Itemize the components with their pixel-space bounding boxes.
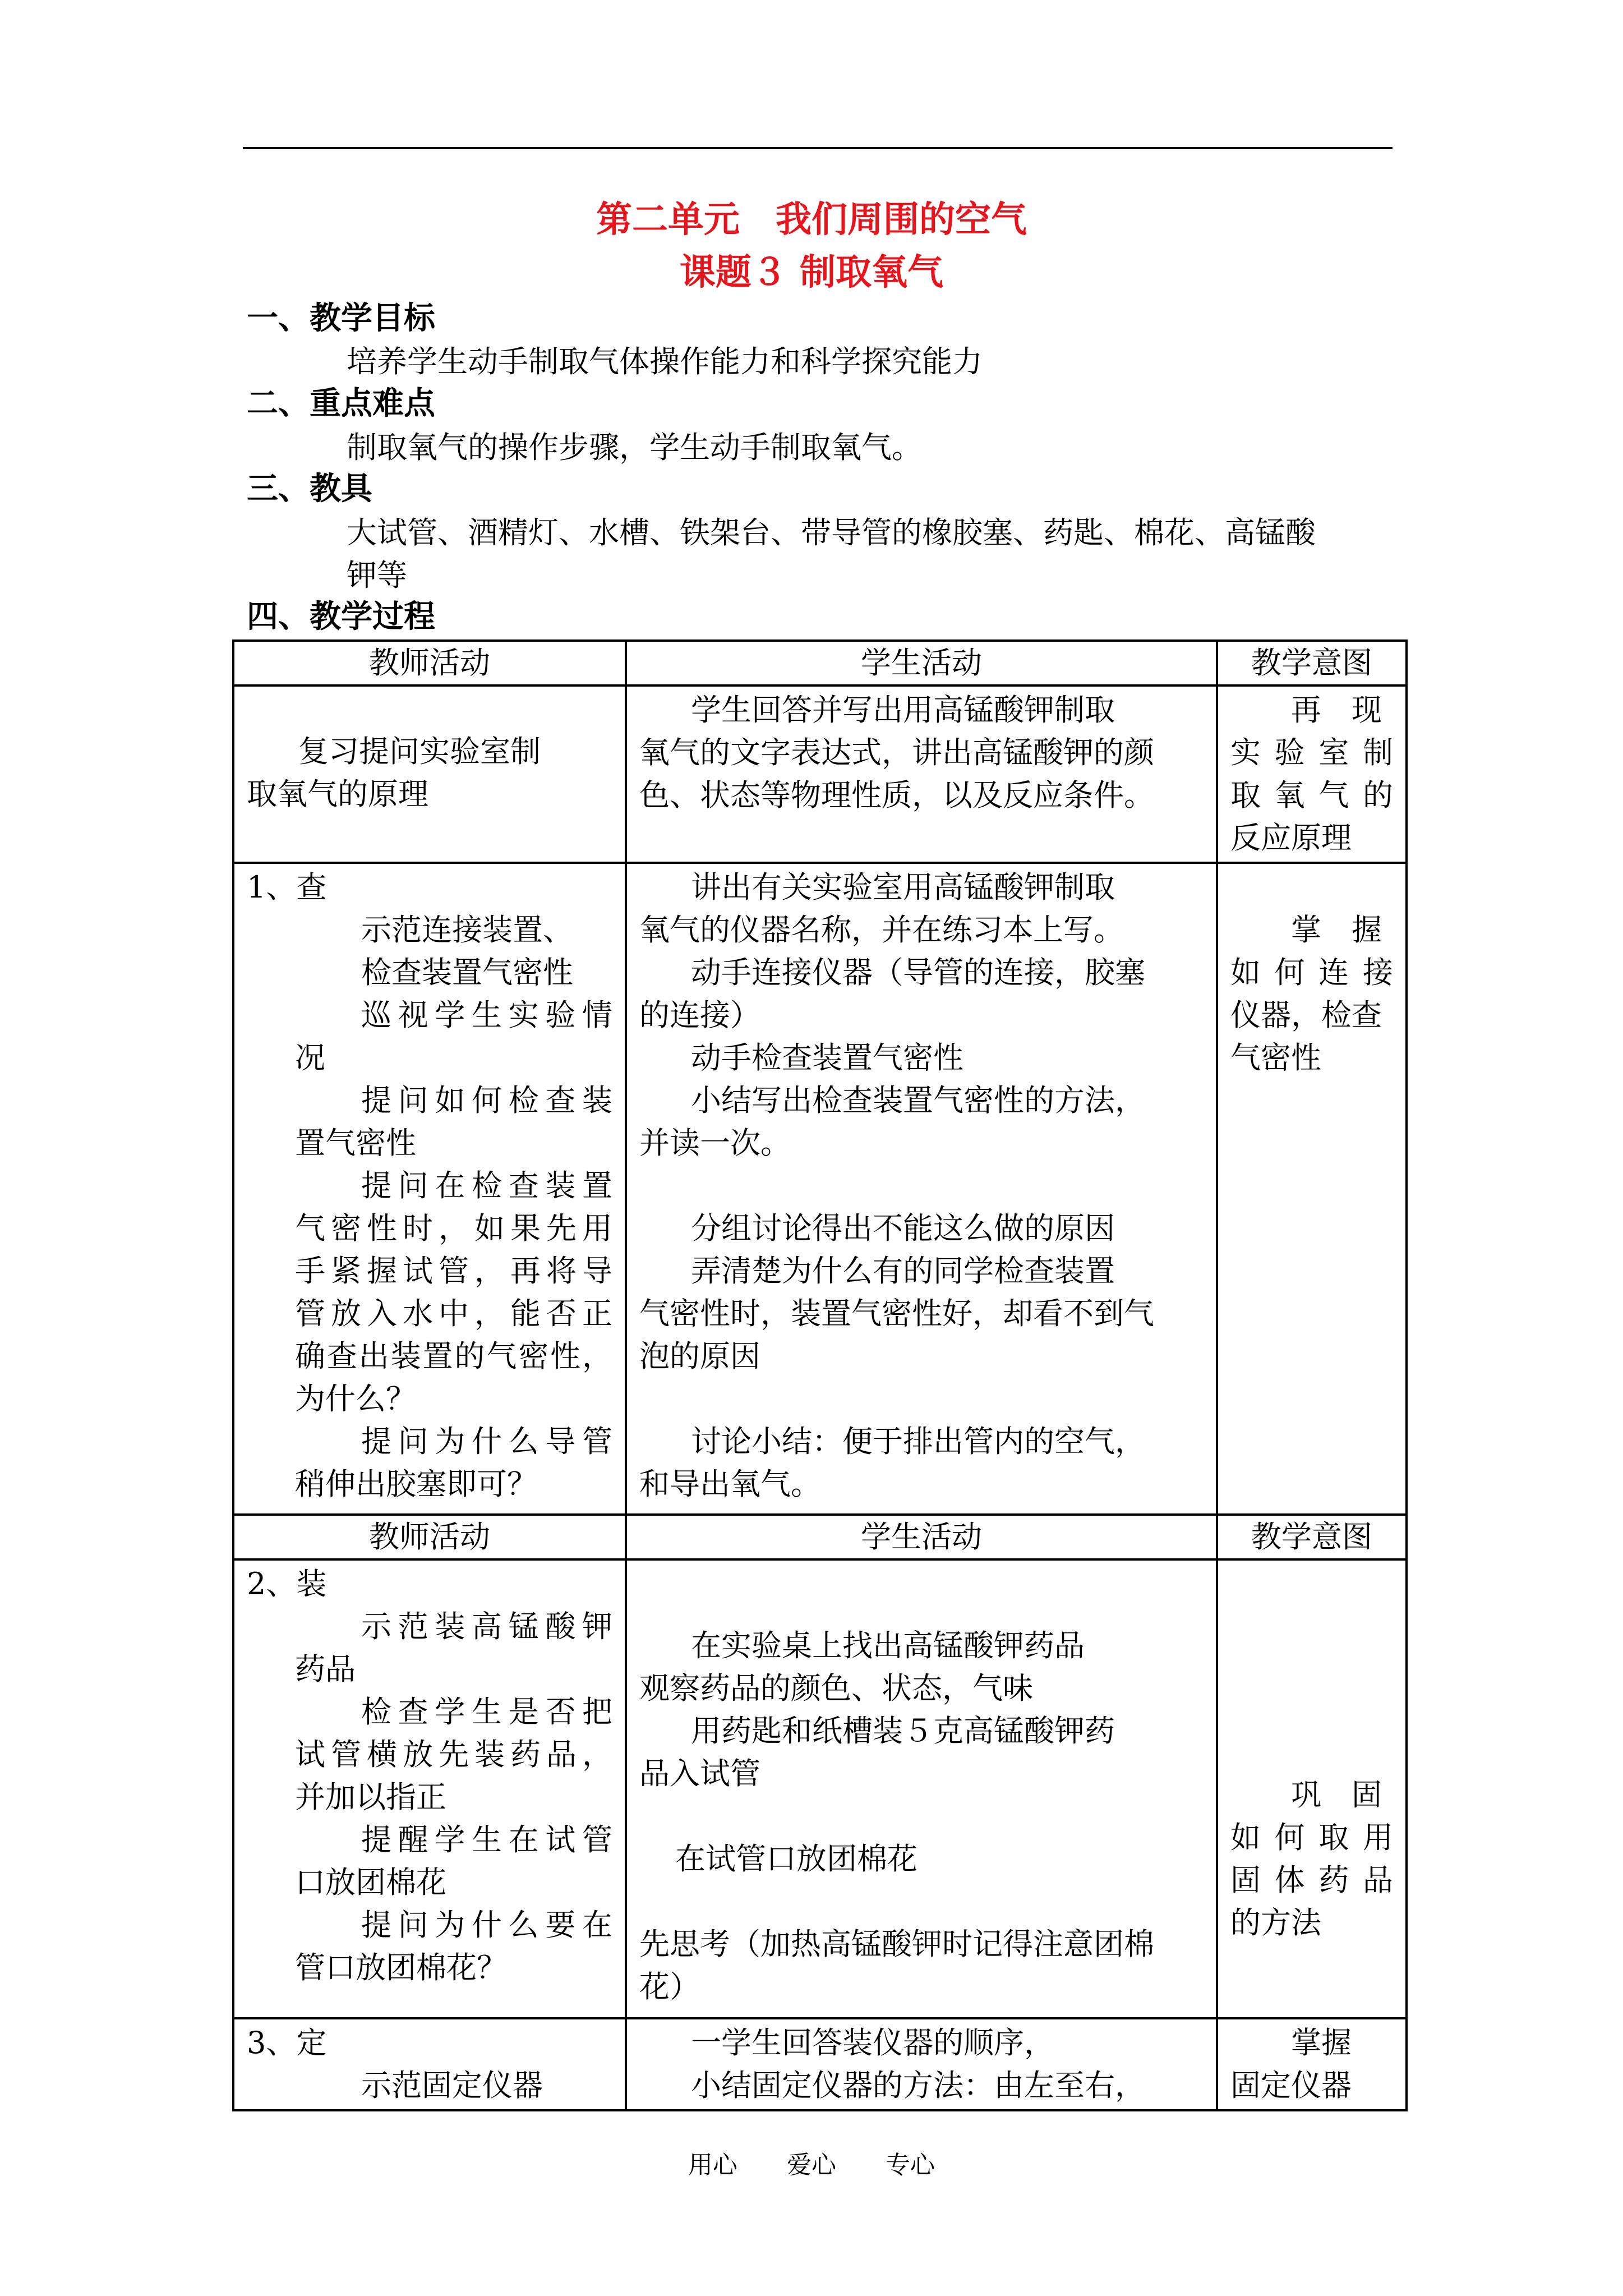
review-teacher-cell: 复习提问实验室制 取氧气的原理 <box>233 685 626 863</box>
header-teacher: 教师活动 <box>233 1515 626 1559</box>
unit-title: 第二单元 我们周围的空气 <box>596 199 1027 241</box>
lesson-title: 课题３ 制取氧气 <box>679 252 944 293</box>
process-heading: 四、教学过程 <box>247 599 435 635</box>
header-intent: 教学意图 <box>1217 641 1407 685</box>
table-row <box>233 2018 1407 2110</box>
load-intent-cell: 巩 固 如何取用 固体药品 的方法 <box>1217 1559 1407 2018</box>
review-intent-cell: 再 现 实验室制 取氧气的 反应原理 <box>1217 685 1407 863</box>
load-student-cell: 在实验桌上找出高锰酸钾药品 观察药品的颜色、状态，气味 用药匙和纸槽装５克高锰酸钾药 品入试管 在试管口放团棉花 先思考（加热高锰酸钾时记得注意团棉 花） <box>626 1559 1217 2018</box>
check-teacher-cell: 1、查 示范连接装置、 检查装置气密性 巡视学生实验情 况 提问如何检查装 置气密性 提问在检查装置 气密性时，如果先用 手紧握试管，再将导 管放入水中，能否正 确查出装置的气密性， 为什么？ 提问为什么导管 稍伸出胶塞即可？ <box>233 863 626 1515</box>
goal-heading: 一、教学目标 <box>247 300 435 337</box>
load-teacher-cell: 2、装 示范装高锰酸钾 药品 检查学生是否把 试管横放先装药品， 并加以指正 提醒学生在试管 口放团棉花 提问为什么要在 管口放团棉花？ <box>233 1559 626 2018</box>
fix-teacher-cell: 3、定 示范固定仪器 <box>233 2018 626 2110</box>
header-rule <box>243 147 1393 149</box>
key-text: 制取氧气的操作步骤，学生动手制取氧气。 <box>347 430 922 465</box>
key-heading: 二、重点难点 <box>247 385 435 422</box>
header-student: 学生活动 <box>626 1515 1217 1559</box>
check-intent-cell: 掌 握 如何连接 仪器，检查 气密性 <box>1217 863 1407 1515</box>
fix-intent-cell: 掌握 固定仪器 <box>1217 2018 1407 2110</box>
table-row <box>233 685 1407 863</box>
tools-text-line1: 大试管、酒精灯、水槽、铁架台、带导管的橡胶塞、药匙、棉花、高锰酸 <box>347 515 1316 550</box>
header-teacher: 教师活动 <box>233 641 626 685</box>
teaching-process-table <box>232 639 1408 2111</box>
check-student-cell: 讲出有关实验室用高锰酸钾制取 氧气的仪器名称，并在练习本上写。 动手连接仪器（导管的连接，胶塞 的连接） 动手检查装置气密性 小结写出检查装置气密性的方法， 并读一次。 分组讨论得出不能这么做的原因 弄清楚为什么有的同学检查装置 气密性时，装置气密性好，却看不到气 泡的原因 讨论小结：便于排出管内的空气， 和导出氧气。 <box>626 863 1217 1515</box>
fix-student-cell: 一学生回答装仪器的顺序， 小结固定仪器的方法：由左至右， <box>626 2018 1217 2110</box>
goal-text: 培养学生动手制取气体操作能力和科学探究能力 <box>347 344 983 379</box>
tools-text-line2: 钾等 <box>347 558 407 593</box>
page-footer: 用心 爱心 专心 <box>688 2151 935 2179</box>
table-header-row <box>233 641 1407 685</box>
review-student-cell: 学生回答并写出用高锰酸钾制取 氧气的文字表达式，讲出高锰酸钾的颜 色、状态等物理性质，以及反应条件。 <box>626 685 1217 863</box>
table-row <box>233 863 1407 1515</box>
table-row <box>233 1559 1407 2018</box>
tools-heading: 三、教具 <box>247 471 372 507</box>
header-student: 学生活动 <box>626 641 1217 685</box>
header-intent: 教学意图 <box>1217 1515 1407 1559</box>
table-header-row-repeat <box>233 1515 1407 1559</box>
